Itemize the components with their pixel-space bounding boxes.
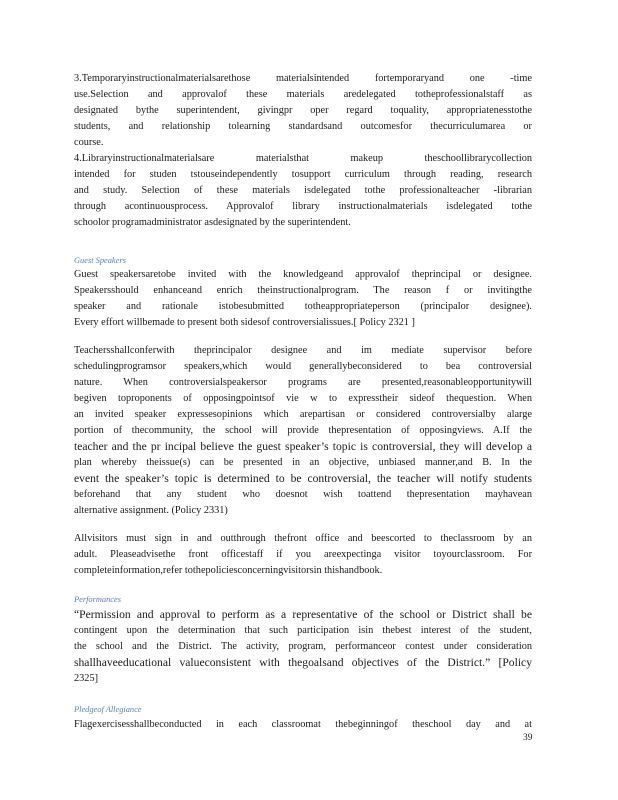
body-line: Every effort willbemade to present both sidesof controversialissues.[ Policy 2321 ] [74,317,415,328]
body-line: event the speaker’s topic is determined to be controversial, the teacher will notify students [74,472,532,485]
body-line: use.Selection and approvalof these materials aredelegated totheprofessionalstaff as [74,89,532,100]
body-line: “Permission and approval to perform as a representative of the school or District shall be [74,608,532,621]
body-line: beforehand that any student who doesnot wish toattend thepresentation mayhavean [74,489,532,500]
body-line: 4.Libraryinstructionalmaterialsare materialsthat makeup theschoollibrarycollection [74,153,532,164]
body-line: course. [74,137,104,148]
body-line: schoolor programadministrator asdesignated by the superintendent. [74,217,351,228]
body-line: shallhaveeducational valueconsistent with thegoalsand objectives of the District.” [Policy [74,656,532,669]
body-line: plan whereby theissue(s) can be presented in an objective, unbiased manner,and B. In the [74,457,532,468]
body-line: an invited speaker expressesopinions which arepartisan or considered controversialby alarge [74,409,532,420]
body-line: Flagexercisesshallbeconducted in each classroomat thebeginningof theschool day and at [74,719,532,730]
body-line: Allvisitors must sign in and outthrough thefront office and beescorted to theclassroom by an [74,533,532,544]
body-line: and study. Selection of these materials isdelegated tothe professionalteacher -librarian [74,185,532,196]
body-line: teacher and the pr incipal believe the guest speaker’s topic is controversial, they will develop a [74,440,532,453]
body-line: Guest speakersaretobe invited with the knowledgeand approvalof theprincipal or designee. [74,269,532,280]
body-line: through acontinuousprocess. Approvalof library instructionalmaterials isdelegated tothe [74,201,532,212]
body-line: adult. Pleaseadvisethe front officestaff if you areexpectinga visitor toyourclassroom. For [74,549,532,560]
body-line: portion of thecommunity, the school will provide thepresentation of opposingviews. A.If the [74,425,532,436]
body-line: schedulingprogramsor speakers,which would generallybeconsidered to bea controversial [74,361,532,372]
body-line: designated bythe superintendent, givingpr oper regard toquality, appropriatenesstothe [74,105,532,116]
body-line: the school and the District. The activity, program, performanceor contest under consideration [74,641,532,652]
body-line: nature. When controversialspeakersor programs are presented,reasonableopportunitywill [74,377,532,388]
body-line: Speakersshould enhanceand enrich theinstructionalprogram. The reason f or invitingthe [74,285,532,296]
section-heading-guest-speakers: Guest Speakers [74,256,126,265]
body-line: speaker and rationale istobesubmitted totheappropriateperson (principalor designee). [74,301,532,312]
body-line: completeinformation,refer tothepoliciesconcerningvisitorsin thishandbook. [74,565,383,576]
page-number: 39 [523,733,533,743]
body-line: intended for studen tstouseindependently tosupport curriculum through reading, research [74,169,532,180]
body-line: contingent upon the determination that such participation isin thebest interest of the student, [74,625,532,636]
body-line: begiven toproponents of opposingpointsof vie w to expresstheir sideof thequestion. When [74,393,532,404]
section-heading-performances: Performances [74,595,121,604]
section-heading-pledge-of-allegiance: Pledgeof Allegiance [74,705,142,714]
body-line: 3.Temporaryinstructionalmaterialsarethose materialsintended fortemporaryand one -time [74,73,532,84]
body-line: students, and relationship tolearning standardsand outcomesfor thecurriculumarea or [74,121,532,132]
body-line: alternative assignment. (Policy 2331) [74,505,228,516]
body-line: Teachersshallconferwith theprincipalor designee and im mediate supervisor before [74,345,532,356]
body-line: 2325] [74,673,99,684]
